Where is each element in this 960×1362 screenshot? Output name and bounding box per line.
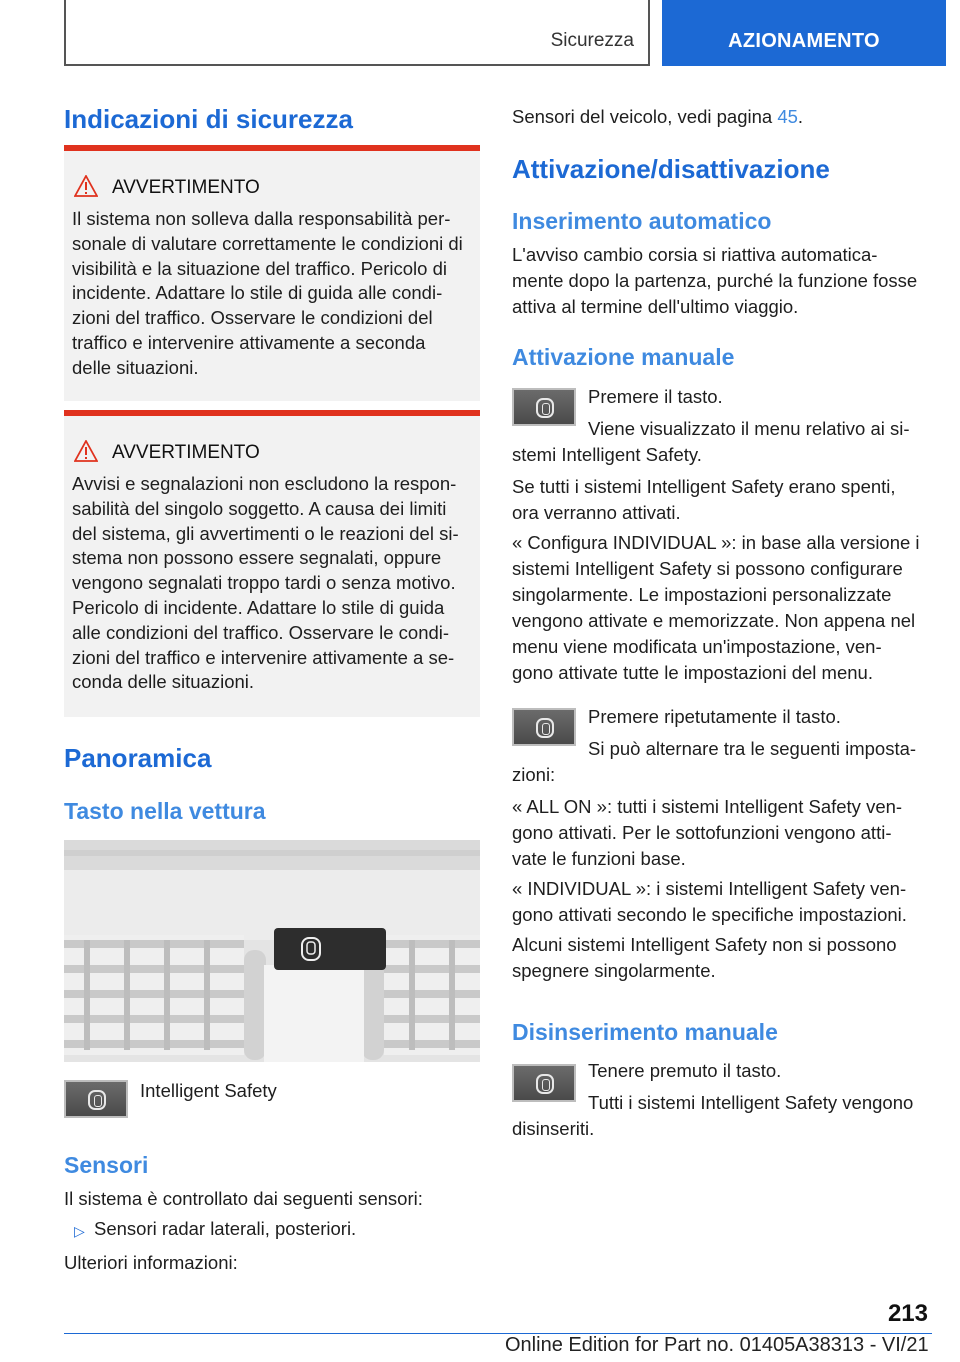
manual-step2a: Viene visualizzato il menu relativo ai si- (588, 418, 910, 439)
page-number: 213 (887, 1300, 928, 1327)
manual-title: Attivazione manuale (512, 344, 735, 370)
manual-paragraph-2: « Configura INDIVIDUAL »: in base alla versione i sistemi Intelligent Safety si possono configurare singolarmente. Le impostazioni personalizzate vengono attivate e memorizzate. Non appena nel menu viene modificata un'impostazione, ven- gono attivate tutte le impostazioni del menu. (512, 532, 920, 683)
auto-title: Inserimento automatico (512, 208, 772, 234)
warning-icon (74, 440, 98, 462)
repeat-step1: Premere ripetutamente il tasto. (588, 706, 841, 727)
dashboard-illustration (64, 840, 480, 1062)
warning-icon (74, 175, 98, 197)
auto-text: L'avviso cambio corsia si riattiva automatica- mente dopo la partenza, purché la funzione fosse attiva al termine dell'ultimo viaggio. (512, 244, 918, 317)
intelligent-safety-button-image (512, 708, 576, 746)
off-title: Disinserimento manuale (512, 1019, 778, 1045)
warning-label: AVVERTIMENTO (112, 442, 260, 463)
button-title: Tasto nella vettura (64, 798, 266, 824)
off-step2b: disinseriti. (512, 1118, 595, 1139)
safety-title: Indicazioni di sicurezza (64, 104, 353, 134)
repeat-step2b: zioni: (512, 764, 556, 785)
warning-label: AVVERTIMENTO (112, 177, 260, 198)
intelligent-safety-button-image (512, 388, 576, 426)
more-info: Ulteriori informazioni: (64, 1252, 238, 1273)
sensors-title: Sensori (64, 1152, 149, 1178)
allon-text: « ALL ON »: tutti i sistemi Intelligent Safety ven- gono attivati. Per le sottofunzioni vengono atti- vate le funzioni base. (512, 796, 903, 869)
warning-text: Il sistema non solleva dalla responsabilità per- sonale di valutare correttamente le condizioni di visibilità e la situazione del traffico. Pericolo di incidente. Adattare lo stile di guida alle condi- zioni del traffico. Osservare le condizioni del traffico e intervenire attivamente a seconda delle situazioni. (72, 208, 463, 378)
manual-step2b: stemi Intelligent Safety. (512, 444, 702, 465)
sensor-reference: Sensori del veicolo, vedi pagina 45. (512, 106, 804, 127)
bullet-arrow-icon: ▷ (74, 1223, 85, 1239)
sensors-intro: Il sistema è controllato dai seguenti sensori: (64, 1188, 423, 1209)
dashboard-button-photo (64, 840, 480, 1062)
intelligent-safety-icon (536, 398, 554, 418)
off-step2a: Tutti i sistemi Intelligent Safety vengono (588, 1092, 914, 1113)
warning-text: Avvisi e segnalazioni non escludono la respon- sabilità del singolo soggetto. A causa dei limiti del sistema, gli avvertimenti o le reazioni del si- stema non possono essere segnalati, oppure vengono segnalati troppo tardi o senza motivo. Pericolo di incidente. Adattare lo stile di guida alle condizioni del traffico. Osservare le condi- zioni del traffico e intervenire attivamente a se- conda delle situazioni. (72, 473, 459, 693)
intelligent-safety-button-image (512, 1064, 576, 1102)
intelligent-safety-icon (88, 1090, 106, 1110)
edition-text: Online Edition for Part no. 01405A38313 - VI/21 (505, 1334, 929, 1356)
header-chapter-label: AZIONAMENTO (728, 30, 880, 52)
intelligent-safety-icon (536, 1074, 554, 1094)
header-section-tab (64, 0, 650, 66)
header-section-label: Sicurezza (550, 30, 634, 51)
warning-box-2 (64, 410, 480, 717)
activation-title: Attivazione/disattivazione (512, 154, 830, 184)
button-caption: Intelligent Safety (140, 1080, 277, 1101)
page-link[interactable]: 45 (777, 106, 798, 127)
warning-box-1 (64, 145, 480, 401)
some-systems-text: Alcuni sistemi Intelligent Safety non si possono spegnere singolarmente. (512, 934, 897, 981)
repeat-step2a: Si può alternare tra le seguenti imposta- (588, 738, 917, 759)
intelligent-safety-button-image (64, 1080, 128, 1118)
manual-paragraph-1: Se tutti i sistemi Intelligent Safety erano spenti, ora verranno attivati. (512, 476, 896, 523)
intelligent-safety-icon (536, 718, 554, 738)
manual-step1: Premere il tasto. (588, 386, 723, 407)
off-step1: Tenere premuto il tasto. (588, 1060, 782, 1081)
header-chapter-tab (662, 0, 946, 66)
sensors-bullet: Sensori radar laterali, posteriori. (94, 1218, 357, 1239)
individual-text: « INDIVIDUAL »: i sistemi Intelligent Safety ven- gono attivati secondo le specifiche impostazioni. (512, 878, 907, 925)
overview-title: Panoramica (64, 743, 212, 773)
